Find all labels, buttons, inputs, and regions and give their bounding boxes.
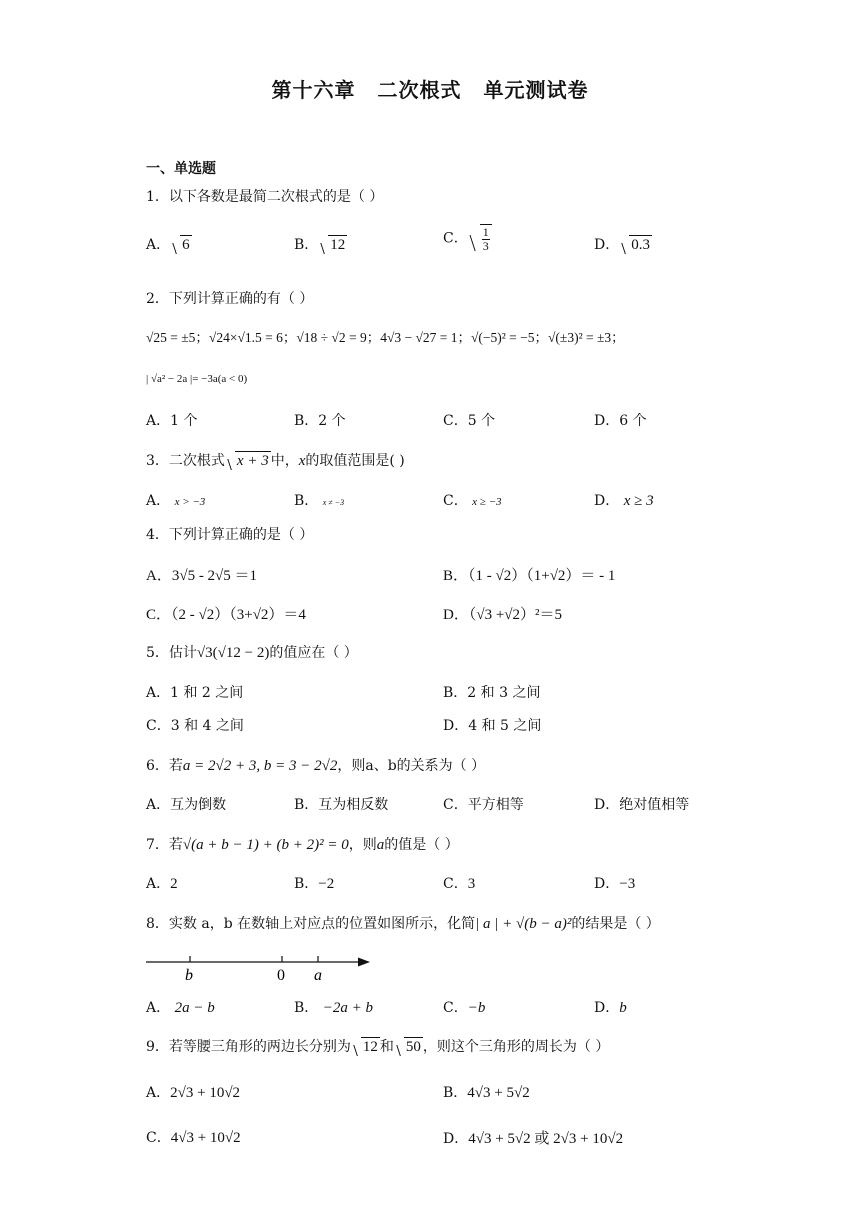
arrow-right-icon (358, 958, 370, 967)
option-a[interactable]: A．3√5 - 2√5 ＝1 (146, 568, 258, 584)
option-d[interactable]: D．4 和 5 之间 (443, 718, 542, 734)
label-0: 0 (277, 967, 285, 984)
option-d[interactable]: D．绝对值相等 (594, 797, 690, 813)
option-b[interactable]: B．（1 - √2）（1+√2）＝ - 1 (443, 568, 616, 584)
option-b[interactable]: B．2 个 (294, 413, 346, 429)
option-b[interactable]: B．−2 (294, 876, 335, 892)
option-b[interactable]: B．互为相反数 (294, 797, 389, 813)
option-d[interactable]: D．6 个 (594, 413, 647, 429)
question-8-stem: 8．实数 a，b 在数轴上对应点的位置如图所示，化简| a | + √(b − a)²的结果是（ ） (146, 916, 660, 932)
option-d[interactable]: D． 0.3 (594, 237, 650, 253)
option-c[interactable]: C．4√3 + 10√2 (146, 1130, 241, 1146)
option-c[interactable]: C．−b (443, 1000, 486, 1016)
option-a[interactable]: A． 2a − b (146, 1000, 215, 1016)
option-a[interactable]: A．互为倒数 (146, 797, 227, 813)
option-b[interactable]: B． −2a + b (294, 1000, 373, 1016)
option-d[interactable]: D．4√3 + 5√2 或 2√3 + 10√2 (443, 1131, 624, 1147)
question-7-stem: 7．若√(a + b − 1) + (b + 2)² = 0，则a的值是（ ） (146, 837, 459, 853)
question-2-expressions: √25 = ±5；√24×√1.5 = 6；√18 ÷ √2 = 9；4√3 − √27 = 1；√(−5)² = −5；√(±3)² = ±3； (146, 330, 625, 345)
question-2-stem: 2．下列计算正确的有（ ） (146, 291, 314, 307)
title-type: 单元测试卷 (483, 78, 589, 102)
option-b[interactable]: B． x ≠ −3 (294, 493, 345, 509)
option-d[interactable]: D． x ≥ 3 (594, 493, 654, 509)
option-a[interactable]: A． 6 (146, 237, 190, 253)
question-4-stem: 4．下列计算正确的是（ ） (146, 527, 314, 543)
option-a[interactable]: A．1 和 2 之间 (146, 685, 244, 701)
option-c[interactable]: C．3 (443, 876, 476, 892)
option-c[interactable]: C． x ≥ −3 (443, 493, 502, 509)
section-heading: 一、单选题 (146, 161, 216, 177)
page-title (0, 74, 860, 103)
option-b[interactable]: B．2 和 3 之间 (443, 685, 541, 701)
title-topic: 二次根式 (377, 78, 462, 102)
question-2-expression-abs: | √a² − 2a |= −3a(a < 0) (146, 373, 248, 385)
question-9-stem: 9．若等腰三角形的两边长分别为 12 和 50 ，则这个三角形的周长为（ ） (146, 1039, 610, 1055)
label-b: b (185, 967, 193, 984)
question-1-stem: 1．以下各数是最简二次根式的是（ ） (146, 189, 384, 205)
title-chapter: 第十六章 (271, 78, 356, 102)
question-5-stem: 5．估计√3(√12 − 2)的值应在（ ） (146, 645, 358, 661)
option-a[interactable]: A．1 个 (146, 413, 198, 429)
option-c[interactable]: C．3 和 4 之间 (146, 718, 244, 734)
question-3-stem: 3．二次根式 x + 3 中，x的取值范围是( ) (146, 453, 405, 469)
label-a: a (314, 967, 322, 984)
number-line-figure (146, 950, 386, 986)
option-c[interactable]: C．5 个 (443, 413, 496, 429)
option-a[interactable]: A．2 (146, 876, 178, 892)
option-b[interactable]: B．4√3 + 5√2 (443, 1085, 530, 1101)
option-c[interactable]: C．平方相等 (443, 797, 524, 813)
option-b[interactable]: B． 12 (294, 237, 346, 253)
option-c[interactable]: C．（2 - √2）（3+√2）＝4 (146, 607, 306, 623)
option-d[interactable]: D．b (594, 1000, 627, 1016)
option-d[interactable]: D．（√3 +√2）²＝5 (443, 607, 563, 623)
option-d[interactable]: D．−3 (594, 876, 636, 892)
question-6-stem: 6．若a = 2√2 + 3, b = 3 − 2√2，则a、b的关系为（ ） (146, 758, 486, 774)
option-a[interactable]: A．2√3 + 10√2 (146, 1085, 241, 1101)
option-c[interactable]: C． $\frac{1}{3}$ (443, 224, 492, 252)
option-a[interactable]: A． x > −3 (146, 493, 206, 509)
